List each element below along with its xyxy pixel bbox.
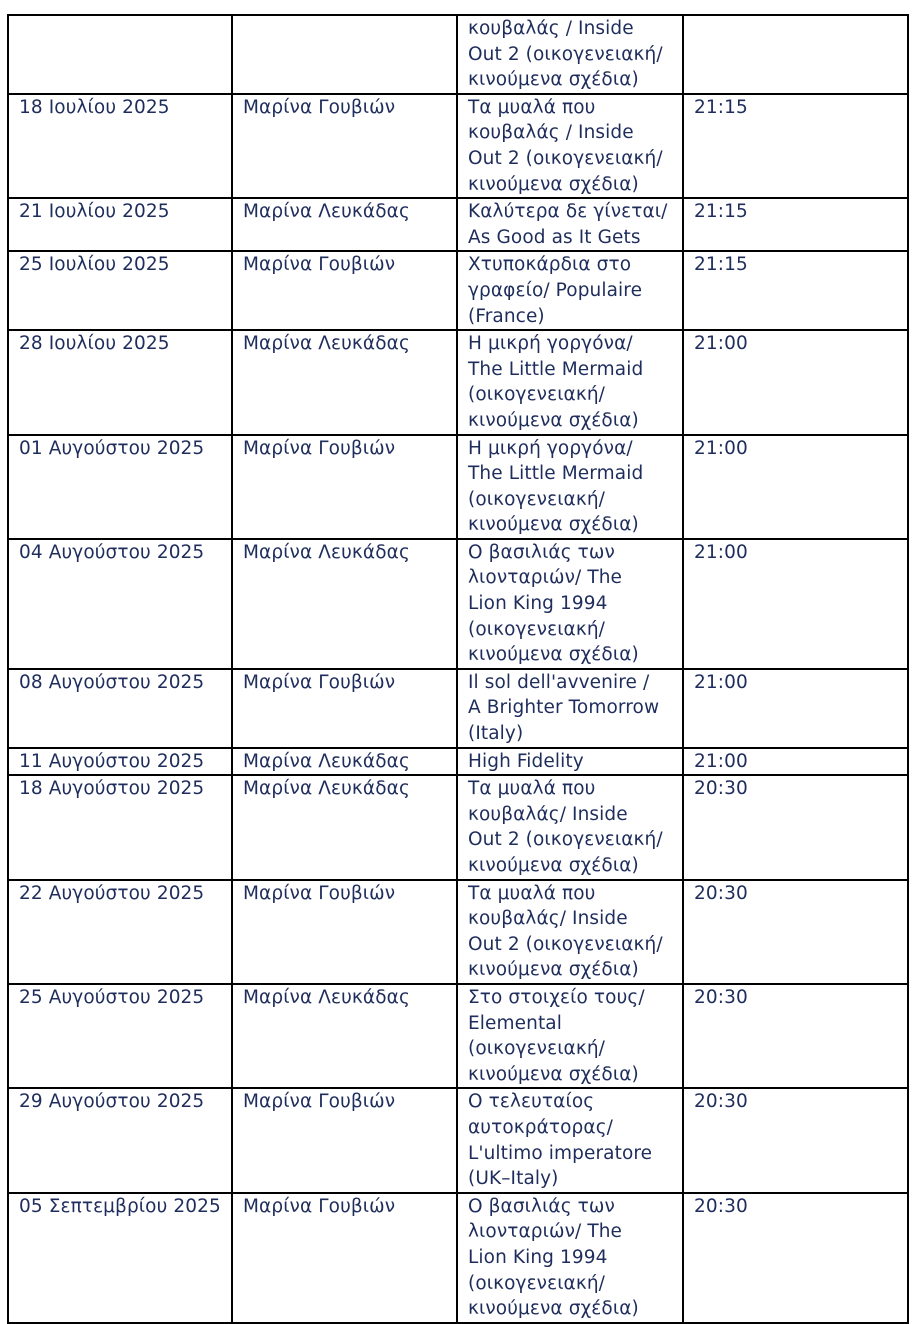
film-title-cell xyxy=(457,435,683,539)
time-cell: 20:30 xyxy=(683,1088,908,1192)
date-cell: 18 Ιουλίου 2025 xyxy=(8,94,232,198)
table-row xyxy=(8,435,908,539)
film-title-line: Ο τελευταίος xyxy=(468,1091,595,1113)
date-cell: 25 Αυγούστου 2025 xyxy=(8,984,232,1088)
venue-cell: Μαρίνα Λευκάδας xyxy=(232,539,457,669)
film-title-line: Lion King 1994 xyxy=(468,1246,608,1268)
film-title-line: (UK–Italy) xyxy=(468,1168,559,1190)
date-cell: 05 Σεπτεμβρίου 2025 xyxy=(8,1193,232,1323)
date-cell xyxy=(8,15,232,94)
venue-cell: Μαρίνα Γουβιών xyxy=(232,251,457,330)
venue-cell: Μαρίνα Λευκάδας xyxy=(232,198,457,251)
film-title-line: Out 2 (οικογενειακή/ xyxy=(468,43,663,65)
film-title-line: The Little Mermaid xyxy=(468,463,644,485)
film-title-cell xyxy=(457,251,683,330)
film-title-line: λιονταριών/ The xyxy=(468,1221,623,1243)
film-title-line: κουβαλάς/ Inside xyxy=(468,908,628,930)
film-title-line: Στο στοιχείο τους/ xyxy=(468,986,645,1008)
date-cell: 01 Αυγούστου 2025 xyxy=(8,435,232,539)
venue-cell: Μαρίνα Γουβιών xyxy=(232,880,457,984)
film-title-line: As Good as It Gets xyxy=(468,226,641,248)
film-title-line: Elemental xyxy=(468,1012,562,1034)
film-title-line: κινούμενα σχέδια) xyxy=(468,409,639,431)
date-cell: 21 Ιουλίου 2025 xyxy=(8,198,232,251)
film-title-line: The Little Mermaid xyxy=(468,358,644,380)
film-title-line: Η μικρή γοργόνα/ xyxy=(468,333,633,355)
film-title-line: αυτοκράτορας/ xyxy=(468,1116,613,1138)
film-title-line: Ο βασιλιάς των xyxy=(468,541,615,563)
film-title-line: κινούμενα σχέδια) xyxy=(468,514,639,536)
date-cell: 11 Αυγούστου 2025 xyxy=(8,748,232,776)
date-cell: 08 Αυγούστου 2025 xyxy=(8,669,232,748)
film-title-cell xyxy=(457,748,683,776)
film-title-cell xyxy=(457,94,683,198)
film-title-line: (France) xyxy=(468,305,545,327)
schedule-body xyxy=(8,15,908,1323)
film-title-line: (οικογενειακή/ xyxy=(468,384,606,406)
screening-schedule-table xyxy=(7,14,909,1324)
film-title-line: λιονταριών/ The xyxy=(468,567,623,589)
film-title-line: κινούμενα σχέδια) xyxy=(468,173,639,195)
date-cell: 18 Αυγούστου 2025 xyxy=(8,775,232,879)
film-title-cell xyxy=(457,1193,683,1323)
time-cell: 21:00 xyxy=(683,669,908,748)
table-row xyxy=(8,880,908,984)
time-cell: 21:15 xyxy=(683,94,908,198)
film-title-cell xyxy=(457,15,683,94)
film-title-line: (οικογενειακή/ xyxy=(468,488,606,510)
film-title-line: (οικογενειακή/ xyxy=(468,1038,606,1060)
film-title-line: (οικογενειακή/ xyxy=(468,1272,606,1294)
time-cell: 21:15 xyxy=(683,198,908,251)
time-cell: 20:30 xyxy=(683,775,908,879)
film-title-line: Ο βασιλιάς των xyxy=(468,1195,615,1217)
film-title-line: Out 2 (οικογενειακή/ xyxy=(468,829,663,851)
date-cell: 04 Αυγούστου 2025 xyxy=(8,539,232,669)
table-row xyxy=(8,198,908,251)
film-title-line: Il sol dell'avvenire / xyxy=(468,671,650,693)
venue-cell: Μαρίνα Γουβιών xyxy=(232,435,457,539)
venue-cell xyxy=(232,15,457,94)
film-title-line: κουβαλάς / Inside xyxy=(468,122,634,144)
film-title-line: (οικογενειακή/ xyxy=(468,618,606,640)
film-title-line: Τα μυαλά που xyxy=(468,882,596,904)
film-title-line: Out 2 (οικογενειακή/ xyxy=(468,147,663,169)
film-title-cell xyxy=(457,539,683,669)
film-title-line: κινούμενα σχέδια) xyxy=(468,1063,639,1085)
film-title-line: κινούμενα σχέδια) xyxy=(468,1298,639,1320)
venue-cell: Μαρίνα Γουβιών xyxy=(232,669,457,748)
time-cell: 21:00 xyxy=(683,330,908,434)
film-title-line: L'ultimo imperatore xyxy=(468,1142,653,1164)
time-cell: 20:30 xyxy=(683,880,908,984)
table-row xyxy=(8,94,908,198)
time-cell: 21:00 xyxy=(683,435,908,539)
venue-cell: Μαρίνα Γουβιών xyxy=(232,1088,457,1192)
film-title-line: Η μικρή γοργόνα/ xyxy=(468,437,633,459)
table-row xyxy=(8,669,908,748)
table-row xyxy=(8,15,908,94)
film-title-cell xyxy=(457,330,683,434)
time-cell: 21:00 xyxy=(683,539,908,669)
film-title-line: (Italy) xyxy=(468,723,524,745)
venue-cell: Μαρίνα Γουβιών xyxy=(232,1193,457,1323)
date-cell: 22 Αυγούστου 2025 xyxy=(8,880,232,984)
film-title-line: κινούμενα σχέδια) xyxy=(468,855,639,876)
table-row xyxy=(8,748,908,776)
date-cell: 29 Αυγούστου 2025 xyxy=(8,1088,232,1192)
table-row xyxy=(8,330,908,434)
film-title-line: κινούμενα σχέδια) xyxy=(468,644,639,666)
venue-cell: Μαρίνα Λευκάδας xyxy=(232,775,457,879)
film-title-line: κινούμενα σχέδια) xyxy=(468,959,639,981)
film-title-line: A Brighter Tomorrow xyxy=(468,697,660,719)
date-cell: 28 Ιουλίου 2025 xyxy=(8,330,232,434)
table-row xyxy=(8,251,908,330)
film-title-line: Χτυποκάρδια στο xyxy=(468,254,632,276)
film-title-line: Lion King 1994 xyxy=(468,593,608,615)
film-title-line: Τα μυαλά που xyxy=(468,778,596,800)
time-cell xyxy=(683,15,908,94)
time-cell: 21:15 xyxy=(683,251,908,330)
table-row xyxy=(8,984,908,1088)
time-cell: 21:00 xyxy=(683,748,908,776)
time-cell: 20:30 xyxy=(683,1193,908,1323)
film-title-line: Out 2 (οικογενειακή/ xyxy=(468,933,663,955)
film-title-cell xyxy=(457,1088,683,1192)
film-title-line: κουβαλάς / Inside xyxy=(468,18,634,39)
film-title-cell xyxy=(457,198,683,251)
film-title-line: High Fidelity xyxy=(468,750,584,772)
venue-cell: Μαρίνα Λευκάδας xyxy=(232,984,457,1088)
venue-cell: Μαρίνα Λευκάδας xyxy=(232,330,457,434)
film-title-cell xyxy=(457,669,683,748)
film-title-line: κουβαλάς/ Inside xyxy=(468,803,628,825)
table-row xyxy=(8,1193,908,1323)
film-title-cell xyxy=(457,775,683,879)
film-title-line: Καλύτερα δε γίνεται/ xyxy=(468,201,668,223)
table-row xyxy=(8,775,908,879)
table-row xyxy=(8,539,908,669)
film-title-line: κινούμενα σχέδια) xyxy=(468,69,639,91)
date-cell: 25 Ιουλίου 2025 xyxy=(8,251,232,330)
film-title-cell xyxy=(457,984,683,1088)
venue-cell: Μαρίνα Λευκάδας xyxy=(232,748,457,776)
venue-cell: Μαρίνα Γουβιών xyxy=(232,94,457,198)
film-title-line: γραφείο/ Populaire xyxy=(468,279,643,301)
film-title-cell xyxy=(457,880,683,984)
time-cell: 20:30 xyxy=(683,984,908,1088)
film-title-line: Τα μυαλά που xyxy=(468,96,596,118)
table-row xyxy=(8,1088,908,1192)
